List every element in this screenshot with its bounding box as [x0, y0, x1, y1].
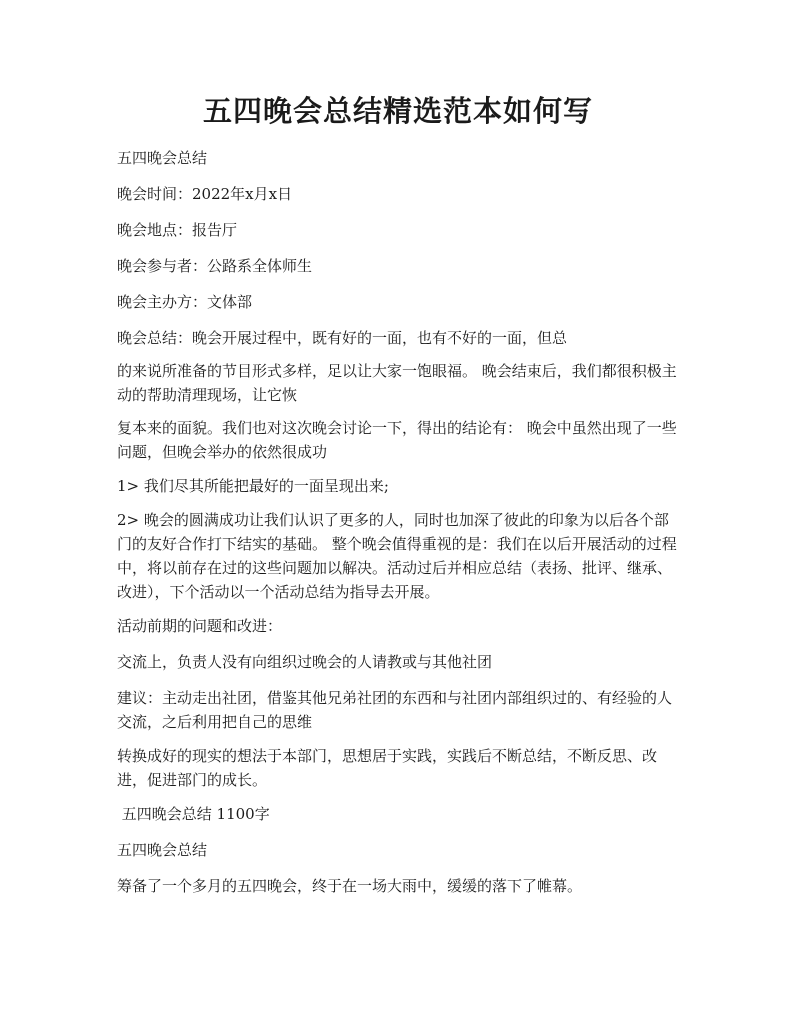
- document-title: 五四晚会总结精选范本如何写: [202, 94, 593, 128]
- body-paragraph: 转换成好的现实的想法于本部门，思想居于实践，实践后不断总结，不断反思、改进，促进部门的成长。: [117, 747, 658, 789]
- summary-paragraph: 的来说所准备的节目形式多样，足以让大家一饱眼福。 晚会结束后，我们都很积极主动的帮助清理现场，让它恢: [117, 362, 677, 404]
- body-paragraph: 交流上，负责人没有向组织过晚会的人请教或与其他社团: [117, 653, 493, 671]
- section-heading: 五四晚会总结: [117, 841, 208, 859]
- event-organizer: 晚会主办方：文体部: [117, 293, 253, 311]
- subsection-heading: 活动前期的问题和改进：: [117, 617, 283, 635]
- summary-paragraph: 晚会总结：晚会开展过程中，既有好的一面，也有不好的一面，但总: [117, 329, 568, 347]
- summary-paragraph: 复本来的面貌。我们也对这次晚会讨论一下，得出的结论有： 晚会中虽然出现了一些问题，但晚会举办的依然很成功: [117, 419, 677, 461]
- numbered-item: 2> 晚会的圆满成功让我们认识了更多的人，同时也加深了彼此的印象为以后各个部门的友好合作打下结实的基础。 整个晚会值得重视的是：我们在以后开展活动的过程中，将以前存在过的这些问题加以解决。活动过后并相应总结（表扬、批评、继承、改进），下个活动以一个活动总结为指导去开展。: [117, 511, 677, 601]
- event-participants: 晚会参与者：公路系全体师生: [117, 257, 313, 275]
- numbered-item: 1> 我们尽其所能把最好的一面呈现出来;: [117, 477, 389, 495]
- body-paragraph: 建议：主动走出社团，借鉴其他兄弟社团的东西和与社团内部组织过的、有经验的人交流，之后利用把自己的思维: [117, 689, 673, 731]
- section-heading: 五四晚会总结 1100字: [117, 805, 270, 823]
- section-heading: 五四晚会总结: [117, 149, 208, 167]
- event-location: 晚会地点：报告厅: [117, 221, 238, 239]
- document-body: [117, 146, 682, 898]
- body-paragraph: 筹备了一个多月的五四晚会，终于在一场大雨中，缓缓的落下了帷幕。: [117, 877, 583, 895]
- event-time: 晚会时间：2022年x月x日: [117, 185, 293, 203]
